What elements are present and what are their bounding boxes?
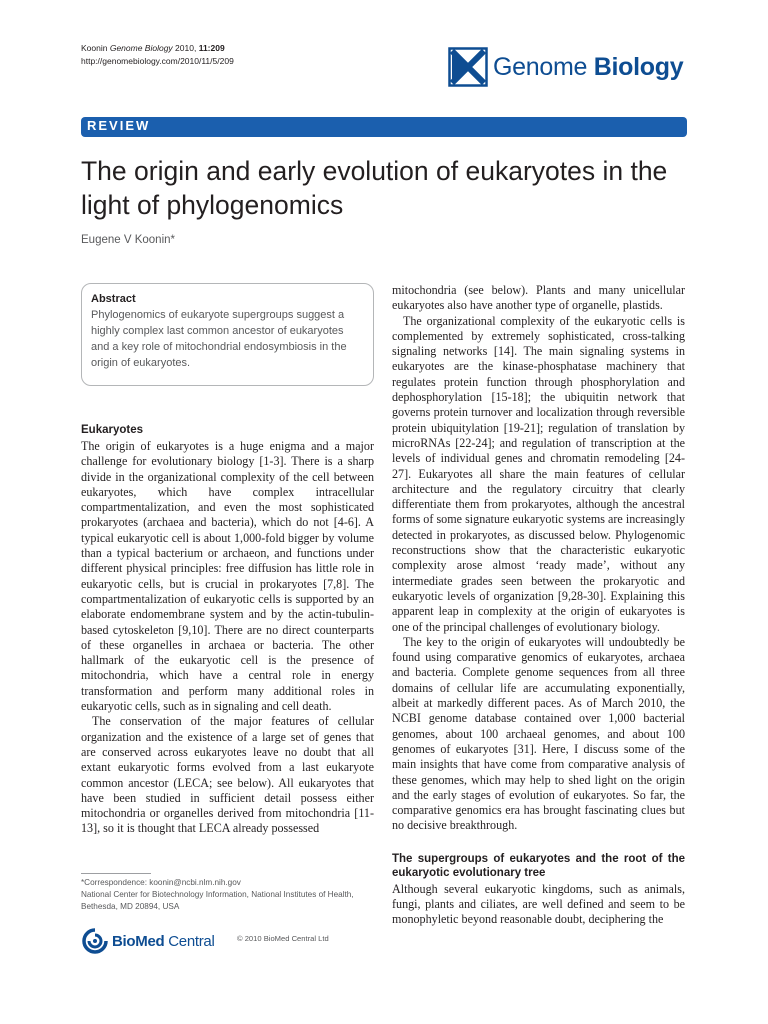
right-column — [392, 283, 685, 928]
publisher-name-plain: Central — [164, 932, 215, 950]
abstract-box — [81, 283, 374, 386]
correspondence-footnote — [81, 877, 371, 913]
abstract-heading: Abstract — [91, 293, 136, 305]
body-paragraph: The conservation of the major features of cellular organization and the existence of a large set of genes that are conserved across eukaryotes leave no doubt that all extant eukaryotic forms evolved from a last eukaryote common ancestor (LECA; see below). All eukaryotes that have been studied in sufficient detail possess either mitochondria or organelles derived from mitochondria [11-13], so it is thought that LECA already possessed — [81, 714, 374, 836]
citation-volume: 11:209 — [198, 43, 225, 53]
citation-line — [81, 42, 234, 55]
section-heading-eukaryotes: Eukaryotes — [81, 424, 144, 436]
header-citation — [81, 42, 234, 68]
correspondence-email[interactable]: *Correspondence: koonin@ncbi.nlm.nih.gov — [81, 878, 241, 887]
article-type-label: REVIEW — [87, 118, 151, 133]
journal-logo — [448, 46, 683, 88]
journal-wordmark — [493, 53, 683, 82]
body-paragraph: mitochondria (see below). Plants and many unicellular eukaryotes also have another type of organelle, plastids. — [392, 283, 685, 313]
article-url[interactable]: http://genomebiology.com/2010/11/5/209 — [81, 56, 234, 66]
left-column — [81, 423, 374, 837]
body-paragraph: The key to the origin of eukaryotes will undoubtedly be found using comparative genomics of eukaryotes, archaea and bacteria. Complete genome sequences from all three domains of cellular life are accumulating exponentially, albeit at markedly different paces. As of March 2010, the NCBI genome database contained over 1,000 bacterial genomes, about 100 archaeal genomes, and about 100 genomes of eukaryotes [31]. Here, I discuss some of the main insights that have come from comparative analysis of these genomes, which may help to shed light on the origin and the early stages of evolution of eukaryotes. So far, the comparative genomics era has brought fascinating clues but no decisive breakthrough. — [392, 634, 685, 833]
copyright-notice: © 2010 BioMed Central Ltd — [237, 934, 329, 943]
genome-biology-x-icon — [448, 47, 488, 87]
publisher-name-bold: BioMed — [112, 932, 165, 950]
section-heading-supergroups: The supergroups of eukaryotes and the root of the eukaryotic evolutionary tree — [392, 852, 685, 879]
wordmark-bold: Biology — [593, 52, 684, 81]
publisher-name — [112, 933, 215, 950]
author-affiliation: National Center for Biotechnology Information, National Institutes of Health, Bethesda, MD 20894, USA — [81, 890, 354, 911]
body-paragraph: The organizational complexity of the eukaryotic cells is complemented by extremely sophisticated, cross-talking signaling networks [14]. The main signaling systems in eukaryotes are the kinase-phosphatase machinery that regulates protein function through phosphorylation and dephosphorylation [15-18]; the ubiquitin network that governs protein turnover and localization through reversible protein ubiquitylation [19-21]; regulation of translation by microRNAs [22-24]; and regulation of transcription at the levels of individual genes and chromatin remodeling [24-27]. Eukaryotes all share the main features of cellular architecture and the regulatory circuitry that clearly differentiate them from prokaryotes, although the ancestral forms of some signature eukaryotic systems are increasingly detected in prokaryotes, as discussed below. Phylogenomic reconstructions show that the characteristic eukaryotic complexity arose almost ‘ready made’, without any intermediate grades seen between the prokaryotic and eukaryotic levels of organization [9,28-30]. Explaining this apparent leap in complexity at the origin of eukaryotes is one of the principal challenges of evolutionary biology. — [392, 313, 685, 634]
biomed-central-swirl-icon — [81, 927, 109, 955]
article-title: The origin and early evolution of eukaryotes in the light of phylogenomics — [81, 156, 668, 220]
article-type-bar — [81, 117, 687, 137]
author-name: Eugene V Koonin* — [81, 234, 175, 246]
body-paragraph: Although several eukaryotic kingdoms, such as animals, fungi, plants and ciliates, are well defined and seem to be monophyletic beyond reasonable doubt, deciphering the — [392, 881, 685, 927]
publisher-logo — [81, 927, 215, 955]
citation-year: 2010, — [172, 43, 199, 53]
wordmark-plain: Genome — [493, 52, 594, 81]
citation-journal: Genome Biology — [109, 43, 173, 53]
footnote-divider — [81, 873, 151, 874]
citation-author: Koonin — [81, 43, 110, 53]
body-paragraph: The origin of eukaryotes is a huge enigma and a major challenge for evolutionary biology [1-3]. There is a sharp divide in the organizational complexity of the cell between eukaryotes, which have complex intracellular compartmentalization, and even the most sophisticated prokaryotes (archaea and bacteria), which do not [4-6]. A typical eukaryotic cell is about 1,000-fold bigger by volume than a typical bacterium or archaeon, and functions under different physical principles: free diffusion has little role in eukaryotic cells, but is crucial in prokaryotes [7,8]. The compartmentalization of eukaryotic cells is supported by an elaborate endomembrane system and by the actin-tubulin-based cytoskeleton [9,10]. There are no direct counterparts of these organelles in archaea or bacteria. The other hallmark of the eukaryotic cell is the presence of mitochondria, which have a central role in energy transformation and perform many additional roles in eukaryotic cells, such as in signaling and cell death. — [81, 439, 374, 714]
abstract-text: Phylogenomics of eukaryote supergroups suggest a highly complex last common ancestor of eukaryotes and a key role of mitochondrial endosymbiosis in the origin of eukaryotes. — [91, 309, 347, 369]
